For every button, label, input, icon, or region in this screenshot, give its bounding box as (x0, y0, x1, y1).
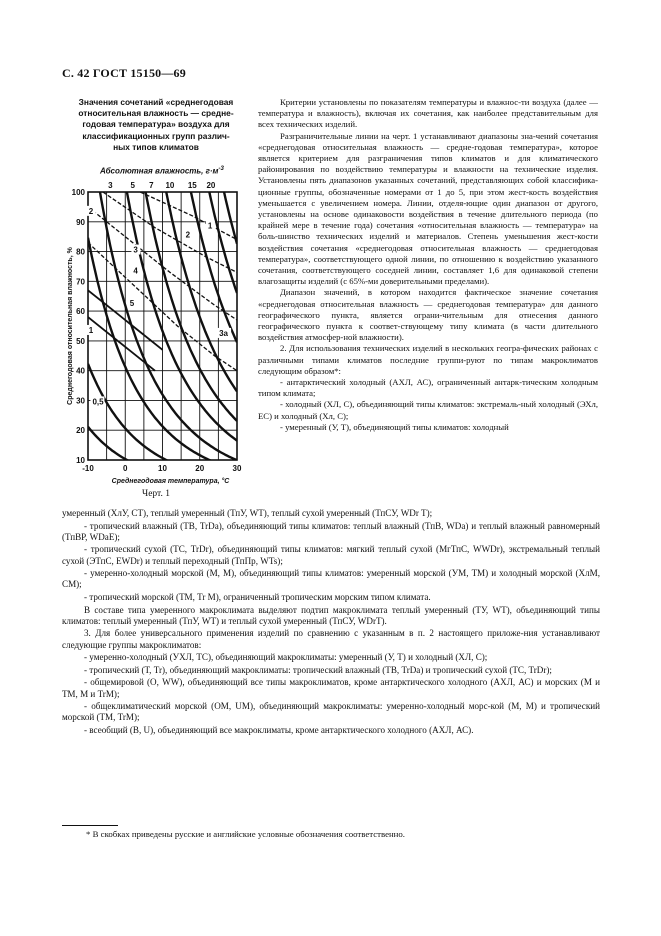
absolute-humidity-tick: 10 (165, 181, 175, 190)
zone-label: 1 (88, 325, 94, 335)
list-item: - тропический сухой (ТС, TrDr), объединяющий типы климатов: мягкий теплый сухой (МгТпС, WWDr), экстремальный теплый сухой (ЭТпС, EWDr) и теплый переходный (ТпПр, WTs); (62, 544, 600, 566)
y-tick-label: 80 (76, 247, 85, 257)
zone-label: 4 (133, 266, 138, 276)
y-tick-label: 90 (76, 217, 85, 227)
climate-chart (60, 176, 252, 488)
absolute-humidity-tick: 5 (130, 181, 135, 190)
right-column (258, 97, 598, 433)
absolute-humidity-ticks (108, 181, 216, 190)
x-tick-label: -10 (82, 464, 94, 473)
list-item: - умеренно-холодный (УХЛ, ТС), объединяющий макроклиматы: умеренный (У, Т) и холодный (ХЛ, С); (84, 652, 488, 663)
y-tick-label: 20 (76, 426, 85, 436)
zone-label: 2 (185, 230, 191, 240)
list-item: - антарктический холодный (АХЛ, АС), ограниченный антарк-тическим холодным типом климата; (258, 377, 598, 399)
zone-label: 2 (88, 206, 94, 216)
figure-caption-line: Значения сочетаний «среднегодовая (78, 97, 234, 107)
absolute-humidity-tick: 3 (108, 181, 113, 190)
list-item: - тропический морской (ТМ, Tr M), ограниченный тропическим морским типом климата. (84, 591, 431, 602)
paragraph: 2. Для использования технических изделий в нескольких геогра-фических районах с различными типами климатов последние группи-руют по типам макроклиматов следующим образом*: (258, 343, 598, 376)
list-item: - умеренно-холодный морской (М, М), объединяющий типы климатов: умеренный морской (УМ, ТМ) и холодный морской (ХлМ, СМ); (62, 568, 600, 590)
page-header: С. 42 ГОСТ 15150—69 (62, 66, 186, 80)
figure-caption-line: относительная влажность — средне- (78, 108, 234, 119)
list-item: - холодный (ХЛ, С), объединяющий типы климатов: экстремаль-ный холодный (ЭХл, ЕС) и холодный (Хл, С); (258, 399, 598, 421)
x-tick-label: 30 (232, 464, 242, 473)
chart-top-title (100, 166, 224, 176)
y-tick-label: 100 (71, 188, 85, 197)
y-tick-label: 40 (76, 366, 85, 376)
list-item: - тропический влажный (ТВ, TrDa), объединяющий типы климатов: теплый влажный (ТпВ, WDa) и теплый влажный равномерный (ТпВР, WDaE); (62, 520, 600, 542)
y-tick-label: 60 (76, 307, 85, 317)
figure-caption-line: годовая температура» воздуха для (82, 119, 230, 130)
figure-caption-line: классификационных групп различ- (82, 130, 230, 141)
absolute-humidity-tick: 20 (206, 181, 216, 190)
paragraph: 3. Для более универсального применения изделий по сравнению с указанным в п. 2 настоящего приложе-ния устанавливают следующие группы макроклиматов: (62, 628, 600, 650)
zone-label: 0,5 (92, 397, 104, 407)
zone-label: 3а (219, 328, 229, 338)
zone-label: 5 (129, 299, 135, 309)
paragraph: умеренный (ХлУ, СТ), теплый умеренный (ТпУ, WT), теплый сухой умеренный (ТпСУ, WDr T); (62, 508, 433, 518)
list-item: - умеренный (У, Т), объединяющий типы климатов: холодный (280, 421, 509, 432)
chart-title: Абсолютная влажность, г·м (100, 166, 219, 176)
x-tick-labels (82, 464, 242, 473)
zone-label: 1 (207, 221, 213, 231)
x-tick-label: 0 (123, 464, 128, 473)
list-item: - тропический (Т, Tr), объединяющий макроклиматы: тропический влажный (ТВ, TrDa) и тропический сухой (ТС, TrDr); (84, 664, 552, 675)
chart-title-superscript: -3 (218, 166, 224, 172)
x-tick-label: 10 (158, 464, 167, 473)
list-item: - всеобщий (В, U), объединяющий все макроклиматы, кроме антарктического холодного (АХЛ, АС). (84, 724, 474, 735)
y-tick-label: 10 (76, 456, 85, 465)
figure-label: Черт. 1 (142, 489, 170, 499)
y-tick-label: 30 (76, 396, 85, 406)
figure-caption-line: ных типов климатов (113, 141, 199, 152)
paragraph: Диапазон значений, в котором находится фактическое значение сочетания «среднегодовая относительная влажность — среднегодовая температура» для данного географического пункта, является ограни-чительным для отнесения данного географического пункта к соответ-ствующему типу климата (в части длительного воздействия атмосфер-ной влажности). (258, 287, 598, 343)
y-tick-label: 50 (76, 336, 85, 346)
absolute-humidity-tick: 15 (187, 181, 197, 190)
list-item: - общеклиматический морской (ОМ, UM), объединяющий макроклиматы: умеренно-холодный морс-кой (М, М) и тропический морской (ТМ, TrM); (62, 701, 600, 723)
paragraph: В составе типа умеренного макроклимата выделяют подтип макроклимата теплый умеренный (ТУ, WT), объединяющий типы климатов: теплый умеренный (ТпУ, WT) и теплый сухой умеренный (ТпСУ, WDrT). (62, 604, 600, 626)
zone-label: 3 (133, 245, 138, 255)
y-tick-label: 70 (76, 277, 85, 287)
paragraph: Критерии установлены по показателям температуры и влажнос-ти воздуха (далее — температура и влажность), включая их сочетания, как наиболее представительным для всех технических изделий. (258, 97, 598, 130)
list-item: - общемировой (О, WW), объединяющий все типы макроклиматов, кроме антарктического холодного (АХЛ, АС) и морских (М и ТМ, М и TrM); (62, 677, 600, 699)
figure-caption (62, 97, 250, 153)
footnote-divider (62, 825, 118, 826)
footnote: * В скобках приведены русские и английские условные обозначения соответственно. (86, 829, 405, 839)
y-axis-label: Среднегодовая относительная влажность, % (67, 247, 74, 405)
x-axis-label: Среднегодовая температура, °С (111, 478, 230, 485)
x-tick-label: 20 (195, 464, 205, 473)
absolute-humidity-tick: 7 (149, 181, 154, 190)
inner-isoline-a (88, 317, 155, 371)
full-width-text (62, 508, 600, 738)
paragraph: Разграничительные линии на черт. 1 устанавливают диапазоны зна-чений сочетания «среднегодовая относительная влажность — средне-годовая температура», которое является критерием для разграничения типов климатов и для климатического районирования по воздействию температуры и влажности на технические изделия. Установлены пять диапазонов указанных сочетаний, представляющих собой классифика-ционные группы, обозначенные номерами от 1 до 5, при этом жест-кость воздействия уменьшается с увеличением номера. Линии, отделя-ющие один диапазон от другого, установлены на основе одинаковости воздействия в течение длительного периода (по крайней мере в течение года) сочетания «относительная влажность — температура» на боль-шинство технических изделий и материалов. Степень уменьшения жест-кости воздействия сочетания «среднегодовая относительная влажность — среднегодовая температура», соответствующего одной линии, по отношению к воздействию указанного сочетания, соответствующего соседней линии, составляет 1,6 для одинаковой степени влагозащиты изделий (с 65%-ми доверительными пределами). (258, 130, 598, 287)
